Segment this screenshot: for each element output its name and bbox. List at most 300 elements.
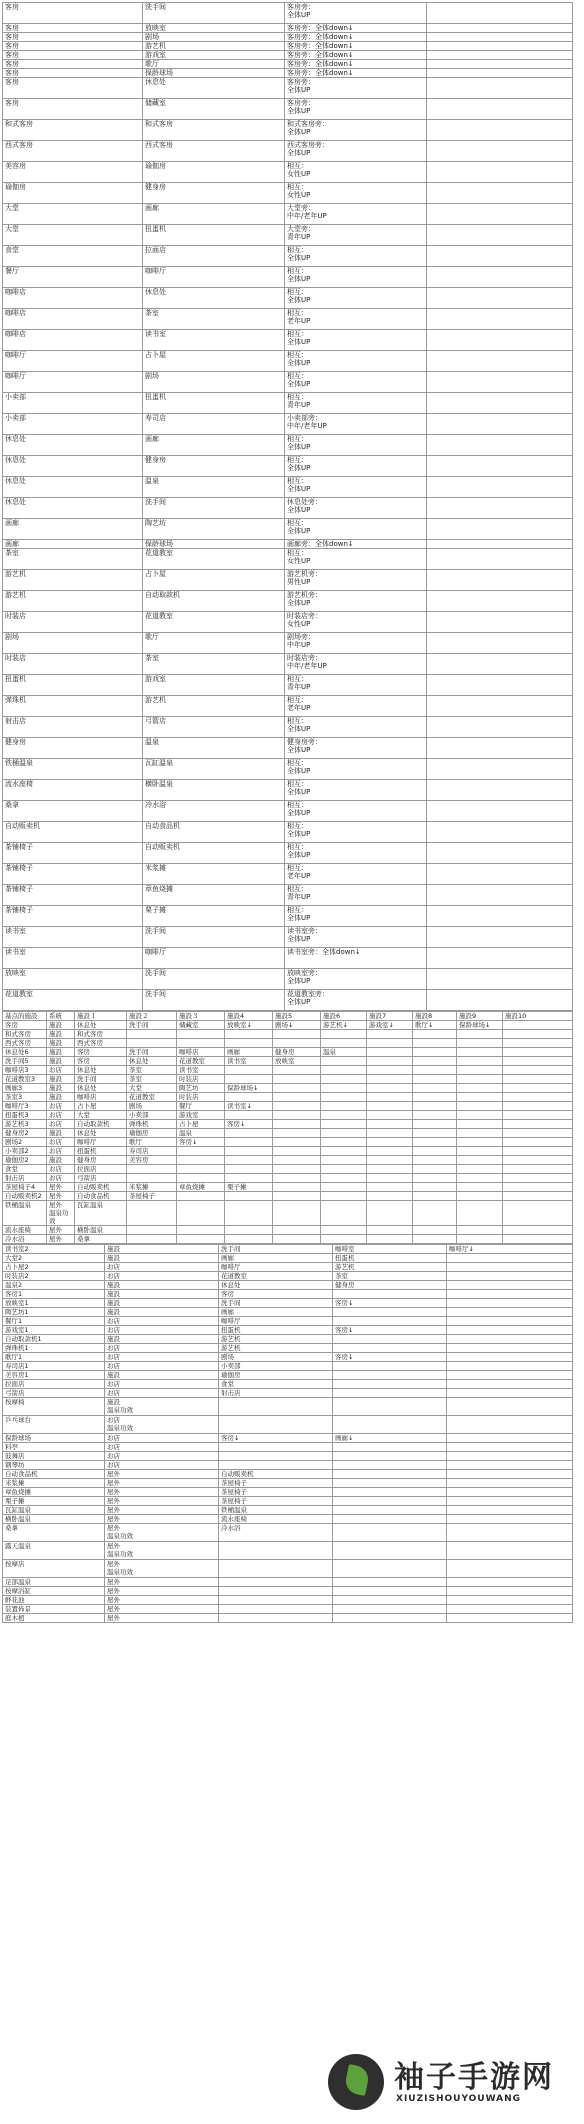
table-cell [127, 1201, 177, 1226]
table-cell [273, 1102, 321, 1111]
table-cell: 花道教室 [219, 1272, 333, 1281]
table-cell: 瑜伽房2 [3, 1156, 47, 1165]
table-row [3, 780, 573, 801]
table-row [3, 1587, 573, 1596]
table-cell: 施設 [47, 1021, 75, 1030]
table-cell [333, 1380, 447, 1389]
table-cell [321, 1147, 367, 1156]
table-cell: 施設 [47, 1048, 75, 1057]
table-cell: 游戏室 [177, 1111, 225, 1120]
table-cell: 画廊 [3, 519, 143, 540]
table-cell-empty [427, 3, 573, 24]
table-row [3, 1470, 573, 1479]
table-cell: 冷水浴 [219, 1524, 333, 1542]
table-row [3, 1497, 573, 1506]
table-cell: 休息处 [3, 435, 143, 456]
table-cell: 大堂 [127, 1084, 177, 1093]
table-cell [225, 1156, 273, 1165]
table-row [3, 120, 573, 141]
watermark-url: XIUZISHOUYOUWANG [396, 2094, 522, 2104]
table-cell [457, 1039, 503, 1048]
table-cell [447, 1479, 573, 1488]
table-cell: 休息处 [75, 1021, 127, 1030]
table-cell: 铁桶温泉 [219, 1506, 333, 1515]
table-cell: 温泉 [321, 1048, 367, 1057]
table-cell: 游艺机3 [3, 1120, 47, 1129]
table-cell: 画廊 [219, 1254, 333, 1263]
table-cell: 时装店 [177, 1093, 225, 1102]
table-cell: 小卖部 [3, 393, 143, 414]
table-cell [447, 1497, 573, 1506]
table-cell [333, 1344, 447, 1353]
table-cell-empty [427, 309, 573, 330]
table-cell-empty [427, 843, 573, 864]
table-cell: 餐厅 [3, 267, 143, 288]
table-row [3, 1201, 573, 1226]
table-cell: 鲜花池 [3, 1596, 105, 1605]
table-cell [273, 1075, 321, 1084]
table-cell [321, 1066, 367, 1075]
table-cell [219, 1398, 333, 1416]
table-cell: 茶屋椅子 [219, 1479, 333, 1488]
table-cell [219, 1578, 333, 1587]
table-cell: 陶艺坊1 [3, 1308, 105, 1317]
table-cell: 时装店2 [3, 1272, 105, 1281]
table-cell [367, 1156, 413, 1165]
table-cell: 射击店 [3, 1174, 47, 1183]
table-cell [177, 1156, 225, 1165]
table-cell [447, 1614, 573, 1623]
adjacency-bonus-table [2, 2, 573, 1011]
table-cell [457, 1192, 503, 1201]
table-cell: 休息处 [3, 498, 143, 519]
table-cell: 读书室 [225, 1057, 273, 1066]
table-cell: お店 [105, 1443, 219, 1452]
table-cell: 游艺机 [143, 696, 285, 717]
table-cell: お店 [47, 1174, 75, 1183]
table-cell: 健身房 [143, 183, 285, 204]
table-row [3, 1039, 573, 1048]
table-cell [333, 1506, 447, 1515]
table-cell: 咖啡店 [3, 288, 143, 309]
table-cell: 客房旁： 全体UP [285, 3, 427, 24]
table-cell: 相互： 全体UP [285, 330, 427, 351]
table-cell: お店 [105, 1353, 219, 1362]
table-cell-empty [427, 141, 573, 162]
table-cell: 扭蛋机 [3, 675, 143, 696]
table-row [3, 654, 573, 675]
table-cell: 花道教室旁： 全体UP [285, 990, 427, 1011]
table-cell [457, 1235, 503, 1244]
table-cell [457, 1147, 503, 1156]
table-cell: 客房↓ [333, 1353, 447, 1362]
table-cell: 休息处 [3, 477, 143, 498]
table-cell: 洗手间 [143, 969, 285, 990]
table-cell [503, 1102, 573, 1111]
table-cell [127, 1235, 177, 1244]
table-cell: 大堂2 [3, 1254, 105, 1263]
table-cell [367, 1183, 413, 1192]
table-cell [457, 1183, 503, 1192]
table-row [3, 1165, 573, 1174]
table-cell: 相互： 全体UP [285, 759, 427, 780]
table-cell: 茶室 [143, 654, 285, 675]
table-cell [127, 1030, 177, 1039]
table-row [3, 633, 573, 654]
table-cell [447, 1254, 573, 1263]
table-row [3, 1452, 573, 1461]
table-cell [413, 1102, 457, 1111]
table-cell: お店 温泉功效 [105, 1416, 219, 1434]
table-row [3, 1093, 573, 1102]
table-cell: 游艺机旁： 男性UP [285, 570, 427, 591]
table-cell: お店 [105, 1317, 219, 1326]
table-cell [447, 1452, 573, 1461]
table-cell-empty [427, 906, 573, 927]
table-cell [177, 1147, 225, 1156]
table-cell: 咖啡店3 [3, 1066, 47, 1075]
table-row [3, 1156, 573, 1165]
table-cell: 基点的施設 [3, 1012, 47, 1021]
table-cell: 休息处 [3, 456, 143, 477]
table-cell: 游戏室1 [3, 1326, 105, 1335]
table-cell: 扭蛋机 [219, 1326, 333, 1335]
facility-secondary-table [2, 1244, 573, 1623]
table-cell: 寿司店 [143, 414, 285, 435]
table-cell: 读书室 [3, 948, 143, 969]
table-row [3, 309, 573, 330]
table-cell: 相互： 全体UP [285, 477, 427, 498]
table-cell: 屋外 [105, 1515, 219, 1524]
table-cell: 和式客房 [3, 120, 143, 141]
table-cell: 花道教室 [143, 549, 285, 570]
table-cell: 相互： 全体UP [285, 288, 427, 309]
table-cell: 栗子摊 [225, 1183, 273, 1192]
table-cell: 陶艺坊 [177, 1084, 225, 1093]
table-row [3, 1578, 573, 1587]
table-cell: 施設 [47, 1129, 75, 1138]
table-cell [503, 1021, 573, 1030]
table-cell-empty [427, 738, 573, 759]
table-cell: 洗手间 [127, 1048, 177, 1057]
table-cell: 流水座椅 [3, 1226, 47, 1235]
table-cell [273, 1129, 321, 1138]
table-cell [225, 1129, 273, 1138]
table-cell [367, 1120, 413, 1129]
table-row [3, 927, 573, 948]
table-cell: 系統 [47, 1012, 75, 1021]
table-cell [367, 1235, 413, 1244]
table-cell: 自动贩卖机2 [3, 1192, 47, 1201]
table-cell [273, 1030, 321, 1039]
table-cell: 歌厅↓ [413, 1021, 457, 1030]
table-cell: 咖啡店 [3, 309, 143, 330]
table-cell: 客房 [3, 60, 143, 69]
table-cell [447, 1263, 573, 1272]
table-cell: 小卖部 [127, 1111, 177, 1120]
table-cell [457, 1156, 503, 1165]
table-cell [447, 1515, 573, 1524]
table-cell: 时装店旁： 女性UP [285, 612, 427, 633]
table-row [3, 519, 573, 540]
table-cell [321, 1111, 367, 1120]
table-cell [413, 1048, 457, 1057]
table-cell [413, 1174, 457, 1183]
table-cell: 洗手间 [219, 1245, 333, 1254]
table-cell: 客房1 [3, 1290, 105, 1299]
table-cell: 屋外 [47, 1235, 75, 1244]
table-cell [273, 1226, 321, 1235]
table-cell: 客房↓ [219, 1434, 333, 1443]
table-cell-empty [427, 162, 573, 183]
table-cell: 咖啡室 [333, 1245, 447, 1254]
table-cell: 相互： 女性UP [285, 183, 427, 204]
table-cell [503, 1093, 573, 1102]
table-cell [447, 1389, 573, 1398]
table-cell: 花道教室 [127, 1093, 177, 1102]
table-cell: 健身房 [75, 1156, 127, 1165]
table-cell: 瓦缸温泉 [75, 1201, 127, 1226]
table-cell: 放映室 [143, 24, 285, 33]
table-cell: 横卧温泉 [143, 780, 285, 801]
table-cell-empty [427, 69, 573, 78]
table-row [3, 1389, 573, 1398]
table-cell [413, 1147, 457, 1156]
table-row [3, 1235, 573, 1244]
table-cell: 客房↓ [225, 1120, 273, 1129]
table-cell: 铁桶温泉 [3, 1201, 47, 1226]
table-row [3, 1111, 573, 1120]
table-cell: 施設9 [457, 1012, 503, 1021]
table-cell [413, 1129, 457, 1138]
table-cell: 自动贩卖机 [3, 822, 143, 843]
table-cell: 施設 [105, 1254, 219, 1263]
table-cell: 相互： 女性UP [285, 549, 427, 570]
table-cell: 和式客房 [143, 120, 285, 141]
table-cell [321, 1084, 367, 1093]
table-cell: 占卜屋 [143, 570, 285, 591]
table-cell: 剧场 [3, 633, 143, 654]
table-cell: 料亭 [3, 1443, 105, 1452]
table-cell [367, 1111, 413, 1120]
table-cell: 章鱼烧摊 [143, 885, 285, 906]
table-cell [367, 1174, 413, 1183]
table-cell: 自动取款机 [143, 591, 285, 612]
table-row [3, 1416, 573, 1434]
table-cell [333, 1443, 447, 1452]
table-row [3, 498, 573, 519]
table-cell [219, 1614, 333, 1623]
table-cell: 施設 [47, 1156, 75, 1165]
table-cell [321, 1120, 367, 1129]
table-cell: 休息处 [75, 1084, 127, 1093]
table-cell: 相互： 老年UP [285, 309, 427, 330]
table-cell: 客房旁：全体down↓ [285, 60, 427, 69]
table-cell: 画廊 [3, 540, 143, 549]
table-cell: 冷水浴 [143, 801, 285, 822]
table-cell: 读书室旁：全体down↓ [285, 948, 427, 969]
table-cell: 西式客房 [3, 1039, 47, 1048]
table-cell: 屋外 [47, 1183, 75, 1192]
table-cell [367, 1102, 413, 1111]
table-cell [177, 1174, 225, 1183]
table-cell [503, 1138, 573, 1147]
table-cell [457, 1174, 503, 1183]
table-cell [447, 1353, 573, 1362]
table-cell: 相互： 全体UP [285, 435, 427, 456]
table-cell: 按摩店 [3, 1560, 105, 1578]
table-cell: 西式客房 [75, 1039, 127, 1048]
table-row [3, 288, 573, 309]
table-cell: 客房 [3, 78, 143, 99]
table-row [3, 1479, 573, 1488]
table-cell: 剧场 [143, 33, 285, 42]
table-row [3, 1174, 573, 1183]
table-cell [333, 1605, 447, 1614]
table-cell: 栗子摊 [143, 906, 285, 927]
table-cell: 弹珠机1 [3, 1344, 105, 1353]
table-cell: 客房旁：全体down↓ [285, 33, 427, 42]
table-cell [447, 1281, 573, 1290]
facility-combination-table [2, 1011, 573, 1244]
table-cell: 施設 [105, 1308, 219, 1317]
table-cell-empty [427, 60, 573, 69]
table-cell: 相互： 老年UP [285, 696, 427, 717]
table-cell: 自动取款机1 [3, 1335, 105, 1344]
table-cell: 休息处 [219, 1281, 333, 1290]
table-cell [367, 1048, 413, 1057]
table-cell: 屋外 温泉功效 [105, 1542, 219, 1560]
table-row [3, 1299, 573, 1308]
table-cell [177, 1039, 225, 1048]
table-cell: 休息处6 [3, 1048, 47, 1057]
table-cell: 相互： 老年UP [285, 864, 427, 885]
table-cell: お店 [105, 1344, 219, 1353]
table-row [3, 738, 573, 759]
table-cell [177, 1235, 225, 1244]
table-cell [447, 1362, 573, 1371]
table-row [3, 1245, 573, 1254]
leaf-logo-icon [328, 2054, 384, 2110]
table-cell: 客房 [75, 1057, 127, 1066]
table-cell-empty [427, 24, 573, 33]
table-cell: 大堂旁： 青年UP [285, 225, 427, 246]
table-cell: 拉面店 [143, 246, 285, 267]
table-cell [273, 1201, 321, 1226]
table-cell: 茶屋椅子4 [3, 1183, 47, 1192]
table-cell: 瑜伽房 [3, 183, 143, 204]
table-cell [503, 1111, 573, 1120]
table-row [3, 393, 573, 414]
table-cell [321, 1057, 367, 1066]
table-cell [413, 1075, 457, 1084]
table-cell [273, 1066, 321, 1075]
table-cell: 铁桶温泉 [3, 759, 143, 780]
table-row [3, 864, 573, 885]
table-cell [503, 1039, 573, 1048]
table-row [3, 99, 573, 120]
table-row [3, 1524, 573, 1542]
table-cell [333, 1587, 447, 1596]
table-cell: 瑜伽房 [127, 1129, 177, 1138]
table-cell [447, 1434, 573, 1443]
table-cell: 歌厅 [143, 633, 285, 654]
table-cell: 画廊旁：全体down↓ [285, 540, 427, 549]
table-cell [503, 1156, 573, 1165]
table-cell: 游艺机 [333, 1263, 447, 1272]
table-cell [447, 1587, 573, 1596]
table-cell [457, 1129, 503, 1138]
table-cell [177, 1226, 225, 1235]
table-cell [447, 1506, 573, 1515]
table-cell [447, 1398, 573, 1416]
table-cell: 弹珠机 [3, 696, 143, 717]
table-cell [447, 1596, 573, 1605]
table-row [3, 696, 573, 717]
table-cell-empty [427, 351, 573, 372]
table-cell [503, 1201, 573, 1226]
table-cell [413, 1156, 457, 1165]
table-row [3, 612, 573, 633]
table-row [3, 1371, 573, 1380]
table-cell [225, 1235, 273, 1244]
table-cell-empty [427, 330, 573, 351]
table-cell: 放映室↓ [225, 1021, 273, 1030]
table-cell [321, 1093, 367, 1102]
table-cell: 放映室旁： 全体UP [285, 969, 427, 990]
table-cell: 游艺机 [219, 1344, 333, 1353]
table-cell: 保龄球场 [143, 69, 285, 78]
table-row [3, 1443, 573, 1452]
table-cell: 按摩椅 [3, 1398, 105, 1416]
table-cell [503, 1120, 573, 1129]
table-cell: 施設7 [367, 1012, 413, 1021]
table-cell [503, 1226, 573, 1235]
table-cell: 施設 [47, 1093, 75, 1102]
table-cell [447, 1542, 573, 1560]
table-cell: 相互： 全体UP [285, 717, 427, 738]
table-cell: 屋外 [105, 1614, 219, 1623]
table-cell: 大堂 [3, 204, 143, 225]
table-cell [457, 1201, 503, 1226]
table-cell-empty [427, 654, 573, 675]
table-row [3, 570, 573, 591]
table-cell: 相互： 全体UP [285, 351, 427, 372]
table-cell [367, 1057, 413, 1066]
table-cell [333, 1308, 447, 1317]
table-cell [413, 1226, 457, 1235]
table-cell: 游艺机 [3, 591, 143, 612]
table-cell: 小卖部旁： 中年/老年UP [285, 414, 427, 435]
table-cell [367, 1093, 413, 1102]
table-cell: 客房↓ [333, 1326, 447, 1335]
table-cell: 客房 [3, 69, 143, 78]
table-cell [413, 1201, 457, 1226]
table-cell: 茶屋椅子 [219, 1488, 333, 1497]
table-cell: 大堂 [75, 1111, 127, 1120]
table-cell: 施設 [47, 1075, 75, 1084]
table-cell: 咖啡店 [3, 330, 143, 351]
table-cell [447, 1488, 573, 1497]
table-cell: 扭蛋机 [75, 1147, 127, 1156]
table-cell: 洗手间 [143, 990, 285, 1011]
table-cell: 咖啡厅 [143, 948, 285, 969]
table-cell: 客房 [75, 1048, 127, 1057]
table-cell: 花道教室 [177, 1057, 225, 1066]
table-cell: 相互： 全体UP [285, 267, 427, 288]
table-cell: 茶铺椅子 [3, 885, 143, 906]
table-cell [333, 1290, 447, 1299]
